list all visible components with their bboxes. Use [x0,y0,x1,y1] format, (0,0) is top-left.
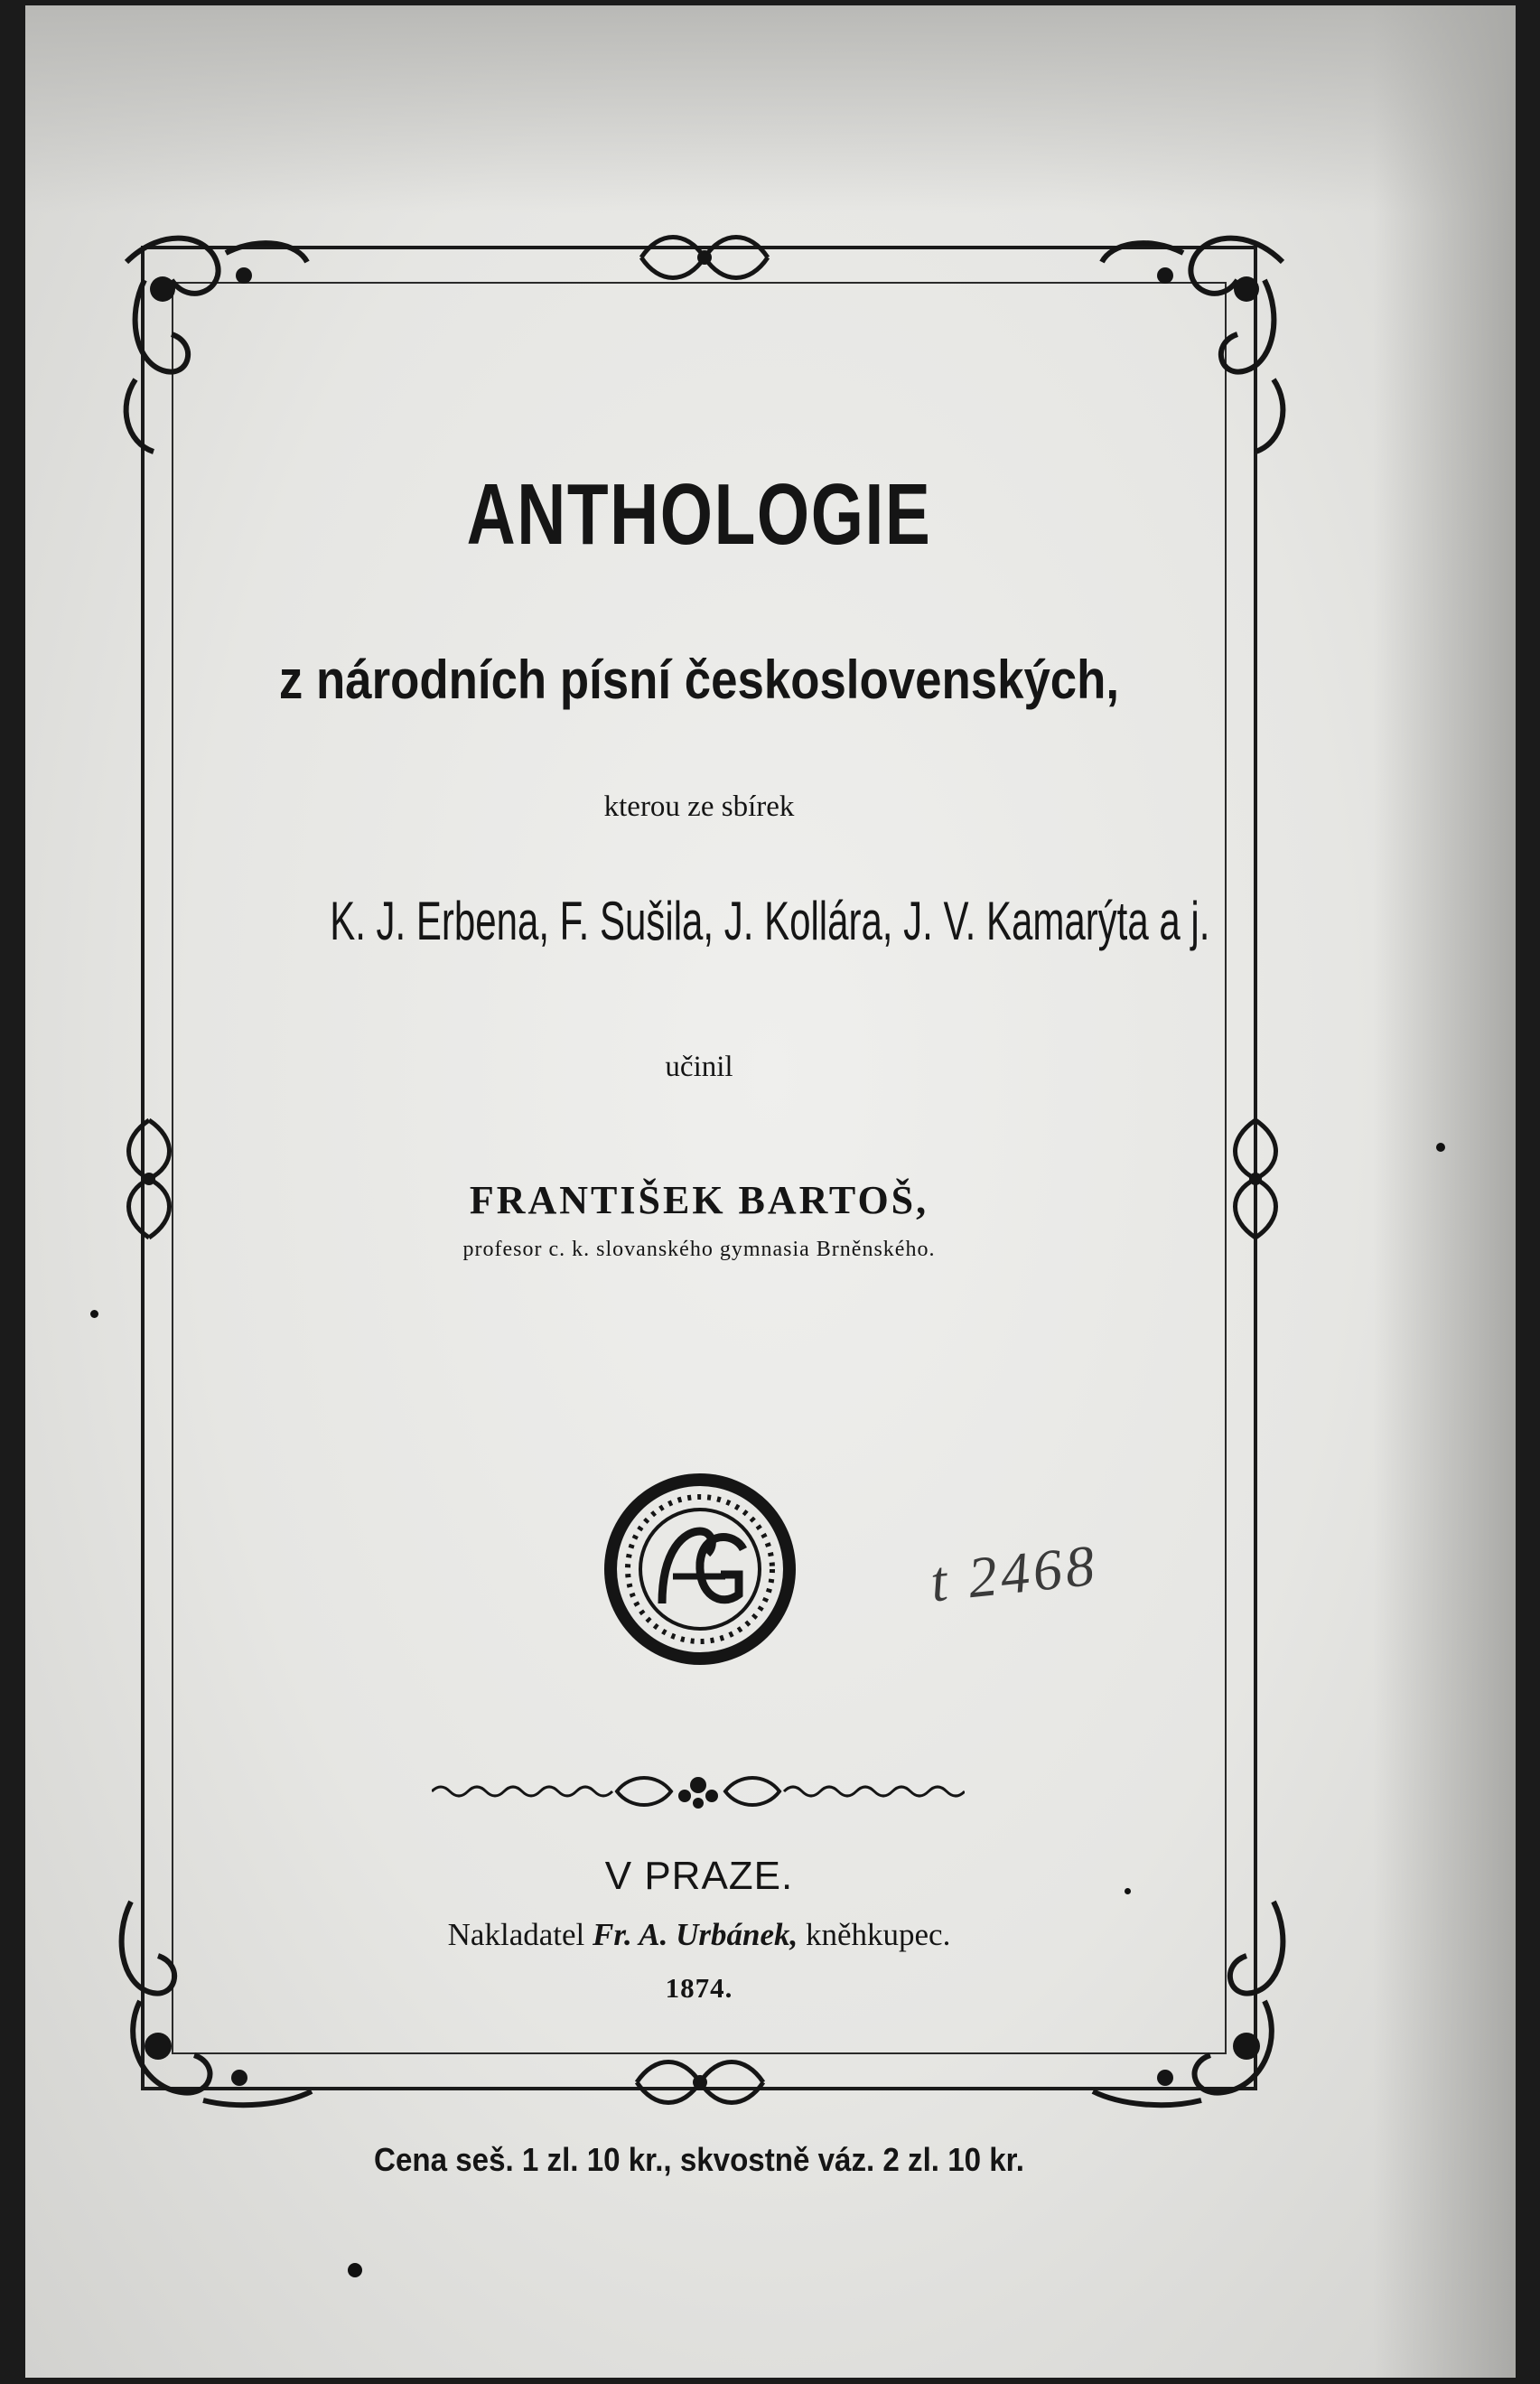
page-title: ANTHOLOGIE [466,466,932,563]
ink-speck [1436,1143,1445,1152]
publisher-line [172,1917,1227,1953]
bottom-center-ornament-icon [628,2051,772,2114]
author-name: FRANTIŠEK BARTOŠ, [469,1178,929,1222]
sources-intro: kterou ze sbírek [603,790,795,823]
compiled-by: učinil [665,1051,733,1083]
right-side-ornament-icon [1219,1111,1292,1247]
publication-place: V PRAZE. [604,1854,794,1898]
corner-ornament-top-left-icon [108,226,316,470]
divider-ornament-icon [432,1769,965,1814]
price-line: Cena seš. 1 zl. 10 kr., skvostně váz. 2 zl. 10 kr. [374,2141,1024,2178]
corner-ornament-top-right-icon [1093,226,1301,470]
collectors-line: K. J. Erbena, F. Sušila, J. Kollára, J. V. Kamarýta a j. [330,891,1210,951]
publisher-name: Fr. A. Urbánek, [593,1917,798,1952]
publisher-suffix: kněhkupec. [805,1917,951,1952]
page-subtitle: z národních písní československých, [278,650,1120,710]
publisher-prefix: Nakladatel [447,1917,585,1952]
publisher-monogram-seal [599,1468,801,1670]
ink-speck [90,1310,98,1318]
ink-speck [1125,1888,1131,1894]
publication-year: 1874. [665,1972,733,2004]
author-position: profesor c. k. slovanského gymnasia Brněnského. [462,1238,936,1261]
handwritten-shelfmark: t 2468 [927,1532,1101,1614]
top-center-ornament-icon [632,226,777,289]
ink-speck [348,2263,362,2277]
